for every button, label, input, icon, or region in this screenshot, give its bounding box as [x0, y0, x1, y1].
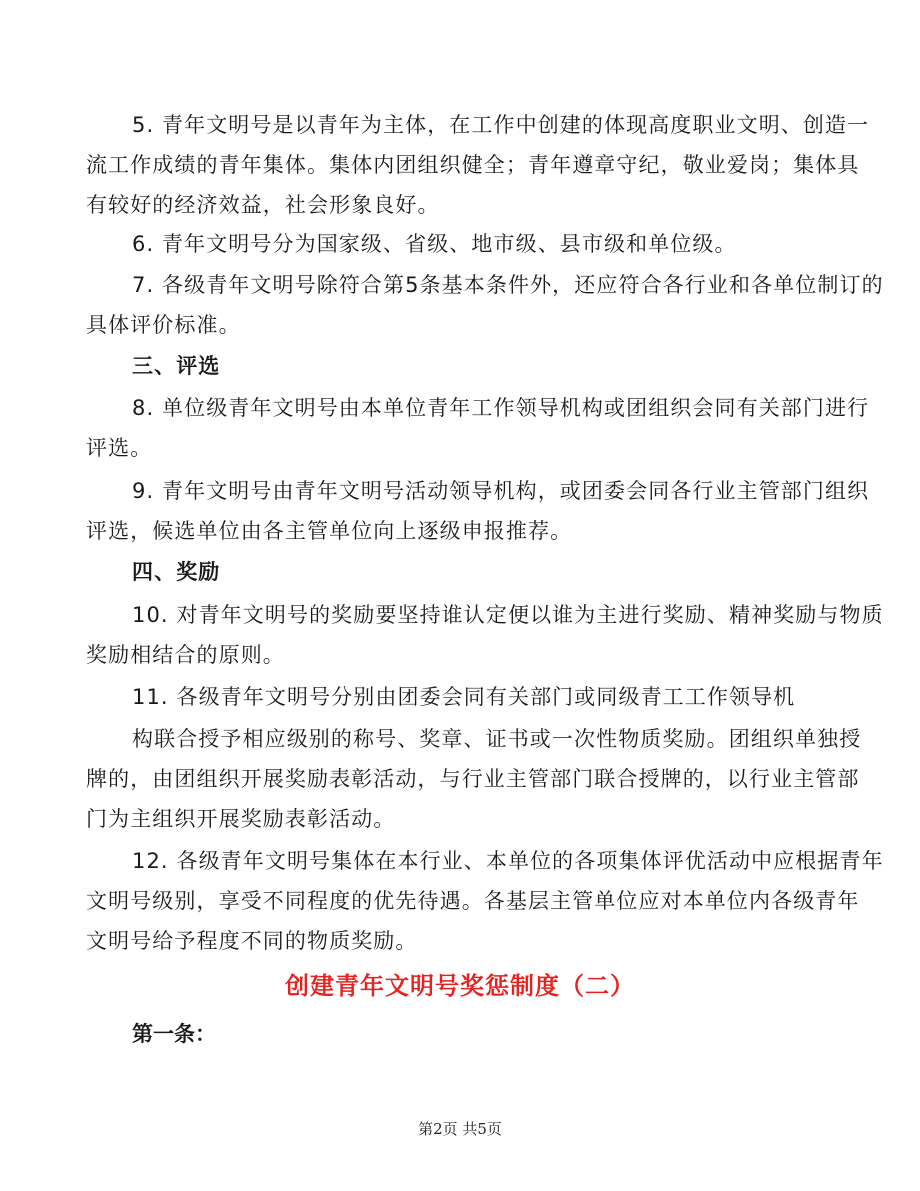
line-11: 评选，候选单位由各主管单位向上逐级申报推荐。 [86, 519, 573, 543]
heading-rewards: 四、奖励 [132, 560, 221, 584]
line-15: 11. 各级青年文明号分别由团委会同有关部门或同级青工工作领导机 [132, 685, 796, 709]
article-label: 第一条： [132, 1022, 216, 1046]
line-18: 门为主组织开展奖励表彰活动。 [86, 807, 396, 831]
line-20: 文明号级别，享受不同程度的优先待遇。各基层主管单位应对本单位内各级青年 [86, 889, 860, 913]
heading-selection: 三、评选 [132, 354, 221, 378]
line-3: 有较好的经济效益，社会形象良好。 [86, 193, 440, 217]
line-16: 构联合授予相应级别的称号、奖章、证书或一次性物质奖励。团组织单独授 [132, 727, 862, 751]
line-19: 12. 各级青年文明号集体在本行业、本单位的各项集体评优活动中应根据青年 [132, 849, 884, 873]
line-13: 10. 对青年文明号的奖励要坚持谁认定便以谁为主进行奖励、精神奖励与物质 [132, 603, 884, 627]
line-5: 7. 各级青年文明号除符合第5条基本条件外，还应符合各行业和各单位制订的 [132, 273, 884, 297]
line-14: 奖励相结合的原则。 [86, 643, 285, 667]
line-10: 9. 青年文明号由青年文明号活动领导机构，或团委会同各行业主管部门组织 [132, 479, 870, 503]
line-6: 具体评价标准。 [86, 313, 241, 337]
line-17: 牌的，由团组织开展奖励表彰活动，与行业主管部门联合授牌的，以行业主管部 [86, 767, 860, 791]
line-4: 6. 青年文明号分为国家级、省级、地市级、县市级和单位级。 [132, 232, 737, 256]
page-footer: 第2页 共5页 [418, 1120, 502, 1138]
line-2: 流工作成绩的青年集体。集体内团组织健全；青年遵章守纪，敬业爱岗；集体具 [86, 153, 860, 177]
line-8: 8. 单位级青年文明号由本单位青年工作领导机构或团组织会同有关部门进行 [132, 396, 870, 420]
section-title: 创建青年文明号奖惩制度（二） [285, 972, 635, 1000]
line-9: 评选。 [86, 436, 153, 460]
line-21: 文明号给予程度不同的物质奖励。 [86, 929, 418, 953]
line-1: 5. 青年文明号是以青年为主体，在工作中创建的体现高度职业文明、创造一 [132, 113, 870, 137]
